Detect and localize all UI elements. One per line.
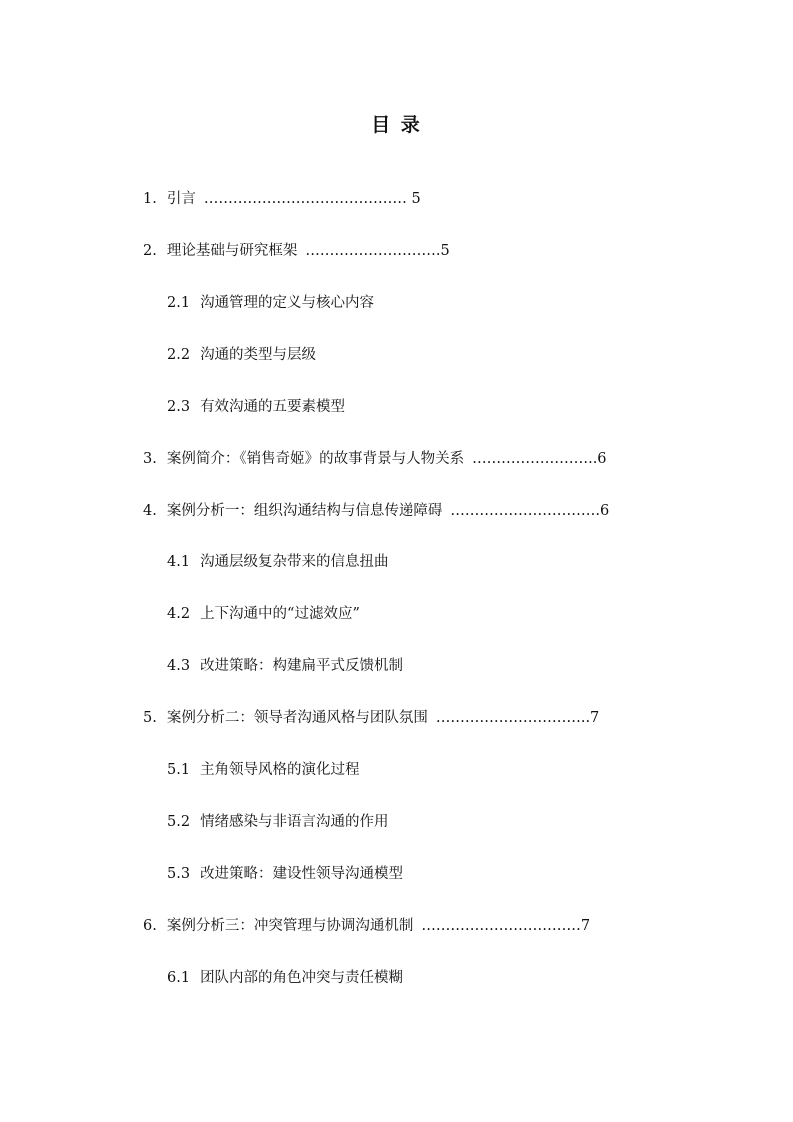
- toc-entry-number: 5.3: [167, 866, 191, 882]
- toc-entry-5[interactable]: [143, 708, 599, 728]
- toc-entry-page: ..7: [580, 710, 600, 726]
- toc-entry-4[interactable]: [143, 501, 609, 521]
- toc-entry-5-3[interactable]: [167, 864, 403, 884]
- toc-entry-text: 案例分析一：组织沟通结构与信息传递障碍: [166, 503, 443, 519]
- toc-entry-text: 改进策略：建设性领导沟通模型: [200, 866, 404, 882]
- toc-entry-number: 4.3: [167, 658, 191, 674]
- toc-entry-number: 5.1: [167, 762, 191, 778]
- toc-entry-2-2[interactable]: [167, 345, 316, 365]
- toc-entry-number: 4.1: [167, 554, 191, 570]
- toc-entry-2[interactable]: [143, 241, 450, 261]
- toc-entry-text: 案例分析三：冲突管理与协调沟通机制: [166, 918, 414, 934]
- toc-entry-3[interactable]: [143, 449, 607, 469]
- toc-entry-leader: ……………………………………: [203, 191, 407, 207]
- toc-entry-text: 沟通的类型与层级: [200, 347, 317, 363]
- toc-entry-number: 2.1: [167, 295, 191, 311]
- toc-entry-text: 主角领导风格的演化过程: [200, 762, 360, 778]
- toc-entry-text: 沟通管理的定义与核心内容: [200, 295, 375, 311]
- toc-entry-number: 2.: [143, 243, 157, 259]
- toc-entry-1[interactable]: [143, 189, 421, 209]
- toc-entry-number: 1.: [143, 191, 157, 207]
- toc-entry-4-1[interactable]: [167, 552, 389, 572]
- toc-entry-2-3[interactable]: [167, 397, 345, 417]
- toc-entry-number: 5.2: [167, 814, 191, 830]
- toc-entry-text: 情绪感染与非语言沟通的作用: [200, 814, 389, 830]
- toc-entry-6-1[interactable]: [167, 968, 403, 988]
- toc-entry-text: 案例简介：《销售奇姬》的故事背景与人物关系: [166, 451, 465, 467]
- toc-entry-leader: ……………………: [472, 451, 589, 467]
- toc-entry-text: 理论基础与研究框架: [166, 243, 298, 259]
- toc-entry-6[interactable]: [143, 916, 590, 936]
- toc-entry-text: 沟通层级复杂带来的信息扭曲: [200, 554, 389, 570]
- toc-entry-4-3[interactable]: [167, 656, 403, 676]
- toc-entry-page: .5: [435, 243, 450, 259]
- toc-entry-text: 上下沟通中的“过滤效应”: [200, 606, 360, 622]
- toc-entry-number: 2.3: [167, 399, 191, 415]
- toc-entry-leader: ……………………………: [421, 918, 581, 934]
- toc-entry-text: 有效沟通的五要素模型: [200, 399, 346, 415]
- toc-entry-number: 5.: [143, 710, 157, 726]
- toc-entry-leader: …………………………: [435, 710, 581, 726]
- toc-entry-4-2[interactable]: [167, 604, 360, 624]
- toc-entry-number: 3.: [143, 451, 157, 467]
- toc-entry-page: 7: [580, 918, 591, 934]
- toc-entry-leader: …………………………: [450, 503, 596, 519]
- toc-entry-5-2[interactable]: [167, 812, 389, 832]
- toc-entry-text: 引言: [166, 191, 196, 207]
- toc-entry-number: 2.2: [167, 347, 191, 363]
- toc-entry-number: 4.: [143, 503, 157, 519]
- toc-entry-leader: ………………………: [305, 243, 436, 259]
- toc-entry-number: 6.1: [167, 970, 191, 986]
- toc-entry-2-1[interactable]: [167, 293, 374, 313]
- toc-entry-text: 改进策略：构建扁平式反馈机制: [200, 658, 404, 674]
- toc-entry-page: 5: [406, 191, 421, 207]
- toc-entry-text: 团队内部的角色冲突与责任模糊: [200, 970, 404, 986]
- toc-entry-5-1[interactable]: [167, 760, 360, 780]
- toc-entry-number: 4.2: [167, 606, 191, 622]
- toc-entry-page: .6: [595, 503, 610, 519]
- toc-entry-number: 6.: [143, 918, 157, 934]
- page-title: 目 录: [371, 114, 422, 136]
- toc-entry-page: ..6: [588, 451, 607, 467]
- toc-entry-text: 案例分析二：领导者沟通风格与团队氛围: [166, 710, 428, 726]
